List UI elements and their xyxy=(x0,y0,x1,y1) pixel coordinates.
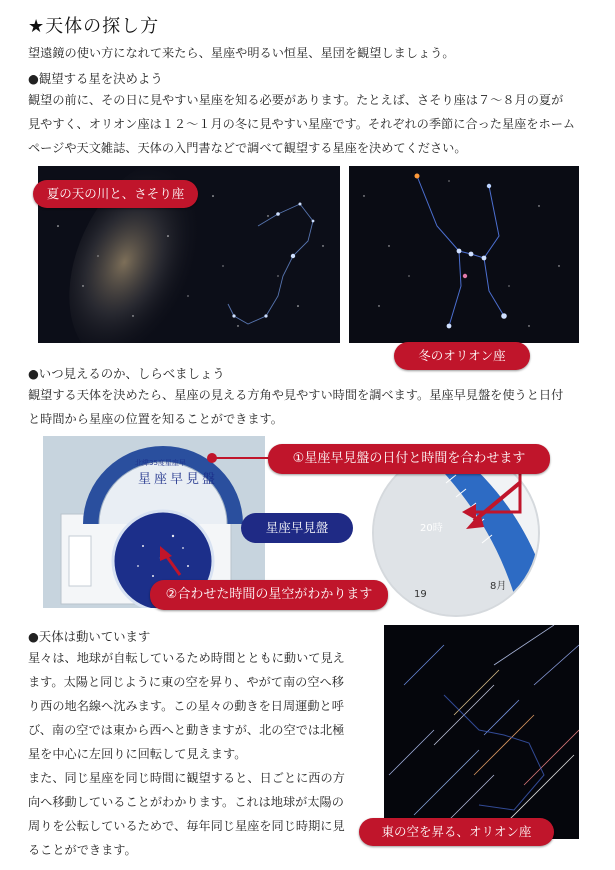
milky-way-label: 夏の天の川と、さそり座 xyxy=(33,180,198,208)
section1-line-3: ページや天文雑誌、天体の入門書などで調べて観望する星座を決めてください。 xyxy=(28,141,467,155)
orion-label: 冬のオリオン座 xyxy=(394,342,530,370)
section3-line-3: り西の地名線へ沈みます。この星々の動きを日周運動と呼 xyxy=(28,699,344,713)
planisphere-subtitle: 北緯35度星座早 xyxy=(135,459,186,467)
section3-line-8: 周りを公転しているためで、毎年同じ星座を同じ時期に見 xyxy=(28,819,345,833)
section3-line-4: び、南の空では東から西へと動きますが、北の空では北極 xyxy=(28,723,345,737)
section3-line-7: 向へ移動していることがわかります。これは地球が太陽の xyxy=(28,795,344,809)
section1-line-2: 見やすく、オリオン座は１２～１月の冬に見やすい星座です。それぞれの季節に合った星座をホーム xyxy=(28,117,576,131)
planisphere-title: 星座早見盤 xyxy=(138,472,219,487)
section3-line-5: 星を中心に左回りに回転して見えます。 xyxy=(28,747,247,761)
zoom-month-label: 8月 xyxy=(490,581,507,592)
star-trails-orion-photo xyxy=(384,625,579,839)
section3-line-9: ることができます。 xyxy=(28,843,137,857)
section3-line-6: また、同じ星座を同じ時間に観望すると、日ごとに西の方 xyxy=(28,771,345,785)
star-trails-label: 東の空を昇る、オリオン座 xyxy=(359,818,554,846)
section3-line-1: 星々は、地球が自転しているため時間とともに動いて見え xyxy=(28,651,345,665)
callout-set-date-time: ①星座早見盤の日付と時間を合わせます xyxy=(268,444,550,474)
section2-heading: ●いつ見えるのか、しらべましょう xyxy=(28,366,225,381)
zoom-day-label: 19 xyxy=(414,589,427,600)
section2-line-2: と時間から星座の位置を知ることができます。 xyxy=(28,412,283,426)
zoom-hour-label: 20時 xyxy=(420,523,443,534)
section3-heading: ●天体は動いています xyxy=(28,629,151,644)
callout-planisphere: 星座早見盤 xyxy=(241,513,353,543)
callout-sky-shown: ②合わせた時間の星空がわかります xyxy=(150,580,388,610)
section1-heading: ●観望する星を決めよう xyxy=(28,71,163,86)
page-title: ★天体の探し方 xyxy=(28,16,160,37)
section2-line-1: 観望する天体を決めたら、星座の見える方角や見やすい時間を調べます。星座早見盤を使うと日付 xyxy=(28,388,564,402)
section1-line-1: 観望の前に、その日に見やすい星座を知る必要があります。たとえば、さそり座は７～８月の夏が xyxy=(28,93,564,107)
intro-text: 望遠鏡の使い方になれて来たら、星座や明るい恒星、星団を観望しましょう。 xyxy=(28,46,455,60)
section3-line-2: ます。太陽と同じように東の空を昇り、やがて南の空へ移 xyxy=(28,675,344,689)
